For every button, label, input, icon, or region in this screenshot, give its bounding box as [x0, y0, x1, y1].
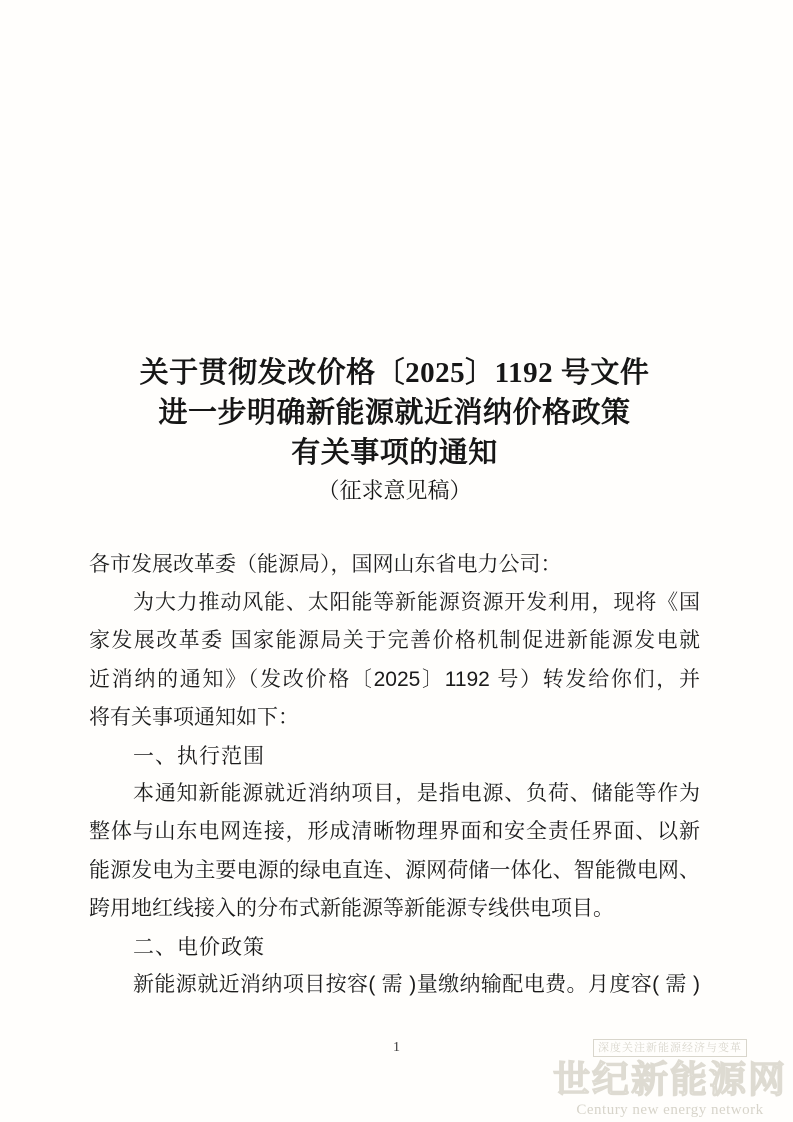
watermark-english-text: Century new energy network	[576, 1102, 764, 1118]
body-line: 整体与山东电网连接，形成清晰物理界面和安全责任界面、以新	[89, 820, 700, 844]
body-line: 为大力推动风能、太阳能等新能源资源开发利用，现将《国	[133, 591, 700, 615]
body-line: 各市发展改革委（能源局），国网山东省电力公司：	[89, 553, 562, 576]
body-line: 能源发电为主要电源的绿电直连、源网荷储一体化、智能微电网、	[89, 858, 700, 882]
page-number: 1	[393, 1040, 400, 1055]
section-heading: 二、电价政策	[133, 934, 265, 959]
watermark-logo-text: 世纪新能源网	[553, 1059, 787, 1100]
section-heading: 一、执行范围	[133, 743, 265, 768]
body-line: 将有关事项通知如下：	[89, 705, 299, 729]
doc-subtitle: （征求意见稿）	[317, 478, 472, 503]
watermark	[549, 1038, 791, 1119]
doc-title-line: 有关事项的通知	[291, 437, 498, 469]
doc-title-line: 进一步明确新能源就近消纳价格政策	[158, 397, 631, 429]
body-line: 跨用地红线接入的分布式新能源等新能源专线供电项目。	[89, 896, 614, 920]
body-line: 家发展改革委 国家能源局关于完善价格机制促进新能源发电就	[89, 629, 700, 653]
body-line: 本通知新能源就近消纳项目，是指电源、负荷、储能等作为	[133, 782, 700, 806]
doc-title	[89, 353, 700, 473]
body-line: 新能源就近消纳项目按容( 需 )量缴纳输配电费。月度容( 需 )	[133, 973, 700, 997]
watermark-slogan: 深度关注新能源经济与变革	[593, 1039, 747, 1057]
body-line: 近消纳的通知》（发改价格〔2025〕1192 号）转发给你们，并	[89, 667, 700, 691]
doc-body	[89, 546, 700, 1004]
doc-title-line: 关于贯彻发改价格〔2025〕1192 号文件	[139, 357, 650, 389]
